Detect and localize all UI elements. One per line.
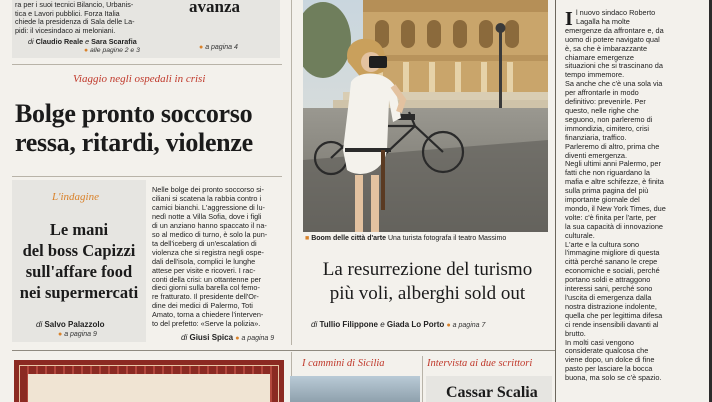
tourism-pageref[interactable]: ● a pagina 7 [446, 322, 486, 329]
text-line: città perché sanano le crepe [565, 257, 658, 267]
hospital-kicker: Viaggio negli ospedali in crisi [73, 73, 206, 85]
headline-line: sull'affare food [25, 262, 133, 281]
text-line: mondo, il New York Times, due [565, 203, 666, 213]
text-line: Parleremo di altro, prima che [565, 141, 660, 151]
text-line: re fratturato. Il presidente dell'Or- [152, 292, 259, 302]
headline-line: nei supermercati [19, 283, 139, 302]
hospital-byline: di Giusi Spica ● a pagina 9 [181, 333, 275, 342]
text-line: L'arte e la cultura sono [565, 239, 640, 249]
inquiry-kicker: L'indagine [52, 191, 99, 203]
text-line: situazioni che si trascinano da [565, 61, 663, 71]
author-name: Giusi Spica [189, 333, 234, 342]
text-line: fatti che non riguardano la [565, 168, 650, 178]
text-line: economiche e sociali, perché [565, 266, 660, 276]
text-line: camici bianchi. L'aggressione di lu- [152, 202, 265, 212]
text-line: nostra distrazione indolente, [565, 301, 657, 311]
interview-headline[interactable]: Cassar Scalia [446, 384, 538, 401]
camino-photo[interactable] [290, 376, 420, 402]
text-line: so al medico di turno, è solo la pun- [152, 229, 268, 239]
text-line: buona, ma solo se c'è spazio. [565, 373, 662, 383]
author-name: Giada Lo Porto [386, 320, 445, 329]
text-line: per affrontarle in modo [565, 88, 639, 98]
text-line: tempo immemore. [565, 70, 625, 80]
text-line: ra per i suoi tecnici Bilancio, Urbanis- [15, 0, 134, 9]
drop-cap: I [565, 8, 573, 30]
text-line: dali dell'isola, complici le lunghe [152, 256, 256, 266]
politics-byline: di Claudio Reale e Sara Scarafia [28, 37, 137, 46]
text-line: Nelle bolge dei pronto soccorso si- [152, 185, 264, 194]
text-line: dieci giorni sulla barella col femo- [152, 283, 260, 293]
text-line: brutto. [565, 328, 586, 338]
text-line: Negli ultimi anni Palermo, per [565, 159, 661, 169]
text-line: Lagalla ha molte [576, 16, 630, 26]
headline-line: Le mani [49, 220, 109, 239]
text-line: viene dopo, un dolce di fine [565, 355, 655, 365]
text-line: dine dei medici di Palermo, Toti [152, 301, 253, 311]
text-line: Amato, torna a chiedere l'interven- [152, 310, 264, 320]
text-line: l'uscita di emergenza dalla [565, 293, 652, 302]
text-line: chiamare emergenze [565, 52, 634, 62]
text-line: di un anziano hanno spaccato il na- [152, 220, 267, 230]
text-line: ciliani si scatena la rabbia contro i [152, 193, 262, 203]
text-line: mafia e altre schifezze, è finita [565, 177, 664, 187]
author-name: Sara Scarafia [91, 37, 137, 46]
text-line: culturale. [565, 230, 595, 240]
author-name: Salvo Palazzolo [44, 320, 105, 329]
author-name: Tullio Filippone [319, 320, 378, 329]
politics-headline-tail[interactable]: avanza [189, 0, 240, 16]
tourist-photo-image [303, 0, 548, 232]
inquiry-byline: di Salvo Palazzolo [36, 320, 105, 329]
text-line: finanziaria, traffico. [565, 132, 627, 142]
author-name: Claudio Reale [35, 37, 84, 46]
text-line: l nuovo sindaco Roberto [576, 8, 656, 17]
headline-line: ressa, ritardi, violenze [15, 128, 253, 157]
text-line: definitivo: prevenirle. Per [565, 97, 646, 107]
inquiry-headline[interactable] [14, 219, 144, 303]
text-line: uomo di potere navigato qual [565, 34, 660, 44]
text-line: attese per visite e ricoveri. I rac- [152, 265, 256, 275]
text-line: chiede la presidenza di Sala delle La- [15, 17, 135, 27]
text-line: Sa anche che c'è una sola via [565, 79, 663, 89]
text-line: tica e Lavori pubblici. Forza Italia [15, 8, 120, 18]
text-line: sulla prima pagina del più [565, 186, 649, 196]
photo-caption: ■ Boom delle città d'arte Una turista fotografa il teatro Massimo [305, 235, 507, 242]
politics-summary [15, 1, 143, 36]
text-line: violenza che si registra negli ospe- [152, 247, 264, 257]
text-line: quella che per legittima difesa [565, 310, 663, 320]
text-line: volte: c'è finita per l'arte, per [565, 212, 657, 222]
text-line: seguono, non parleremo di [565, 114, 653, 124]
camino-kicker: I cammini di Sicilia [302, 358, 385, 369]
politics-headline-pageref[interactable]: ● a pagina 4 [199, 44, 238, 51]
tourism-byline: di Tullio Filippone e Giada Lo Porto ● a pagina 7 [311, 320, 486, 329]
text-line: pidi: il vicesindaco ai meloniani. [15, 26, 116, 36]
decorative-ad-frame[interactable] [14, 360, 284, 402]
editorial-body [565, 9, 705, 383]
text-line: è, sa che è imbarazzante [565, 43, 648, 53]
text-line: portano soldi e attraggono [565, 275, 651, 285]
headline-line: Bolge pronto soccorso [15, 99, 253, 128]
interview-kicker: Intervista ai due scrittori [427, 358, 533, 369]
text-line: pasto per lasciare la bocca [565, 364, 653, 374]
hospital-headline[interactable] [15, 99, 253, 157]
text-line: immondizia, cimitero, crisi [565, 123, 650, 133]
text-line: nedì notte a Villa Sofia, dove i figli [152, 211, 262, 221]
text-line: In molti casi vengono [565, 337, 634, 347]
tourism-headline[interactable] [300, 258, 555, 306]
text-line: questo, nelle righe che [565, 105, 639, 115]
text-line: to del prefetto: «Serve la polizia». [152, 319, 261, 329]
headline-line: più voli, alberghi sold out [329, 283, 526, 304]
headline-line: del boss Capizzi [22, 241, 136, 260]
text-line: l'immagine migliore di questa [565, 248, 660, 258]
text-line: ta dell'iceberg di un'escalation di [152, 238, 257, 248]
text-line: importante giornale del [565, 195, 640, 205]
text-line: la sua capacità di innovazione [565, 221, 663, 231]
politics-pageref[interactable]: ● alle pagine 2 e 3 [84, 47, 140, 54]
text-line: ci rende insensibili davanti al [565, 319, 659, 329]
text-line: emergenze da affrontare e, da [565, 25, 664, 35]
text-line: diventi emergenza. [565, 150, 628, 160]
hospital-body [152, 186, 286, 329]
text-line: conti della crisi: un ottantenne per [152, 274, 262, 284]
inquiry-pageref[interactable]: ● a pagina 9 [58, 331, 97, 338]
headline-line: La resurrezione del turismo [322, 259, 533, 280]
text-line: interessi sani, perché sono [565, 284, 653, 294]
text-line: considerate qualcosa che [565, 346, 649, 356]
tourist-photo[interactable] [303, 0, 548, 232]
hospital-pageref[interactable]: ● a pagina 9 [235, 335, 275, 342]
